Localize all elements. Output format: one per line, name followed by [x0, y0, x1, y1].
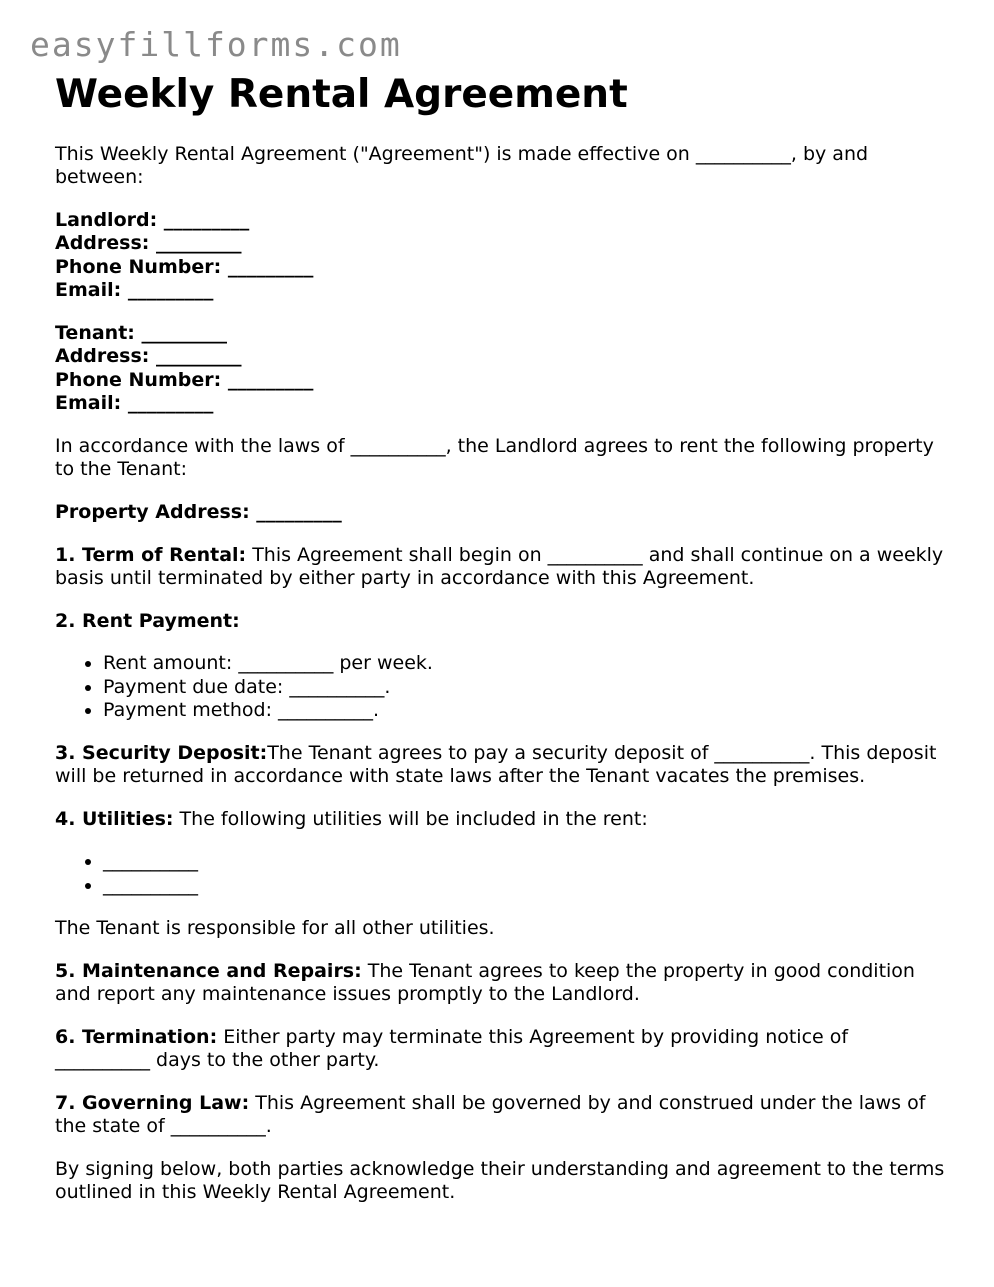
intro-paragraph: This Weekly Rental Agreement ("Agreement") is made effective on __________, by and between: [55, 143, 869, 188]
landlord-phone-field: Phone Number: _________ [55, 255, 314, 278]
list-item: • Payment method: __________. [103, 699, 945, 722]
document-page [55, 72, 945, 1204]
closing-paragraph: By signing below, both parties acknowledge their understanding and agreement to the terms outlined in this Weekly Rental Agreement. [55, 1157, 945, 1203]
rent-list [55, 652, 945, 722]
landlord-block [55, 209, 945, 302]
section-utilities [55, 808, 945, 831]
section-maintenance [55, 960, 945, 1006]
watermark: easyfillforms.com [30, 25, 402, 64]
section-term-heading: 1. Term of Rental: [55, 544, 247, 567]
section-term [55, 544, 945, 590]
section-term-text: This Agreement shall begin on __________ and shall continue on a weekly basis until terminated by either party in accordance with this Agreement. [55, 544, 944, 590]
section-termination-text: Either party may terminate this Agreement by providing notice of __________ days to the other party. [55, 1025, 849, 1071]
property-address-field: Property Address: _________ [55, 501, 342, 524]
landlord-address-field: Address: _________ [55, 232, 242, 255]
tenant-name-field: Tenant: _________ [55, 322, 227, 345]
utilities-note: The Tenant is responsible for all other utilities. [55, 916, 495, 939]
document-title: Weekly Rental Agreement [55, 72, 628, 117]
section-termination [55, 1026, 945, 1072]
tenant-phone-field: Phone Number: _________ [55, 368, 314, 391]
section-rent [55, 610, 945, 633]
section-law-text: This Agreement shall be governed by and construed under the laws of the state of __________. [55, 1091, 926, 1137]
list-item: • __________ [103, 850, 945, 873]
section-utilities-text: The following utilities will be included in the rent: [173, 808, 648, 831]
utilities-list [55, 850, 945, 897]
section-termination-heading: 6. Termination: [55, 1025, 218, 1048]
section-deposit-heading: 3. Security Deposit: [55, 742, 268, 765]
tenant-block [55, 322, 945, 415]
landlord-name-field: Landlord: _________ [55, 209, 250, 231]
section-deposit-text: The Tenant agrees to pay a security deposit of __________. This deposit will be returned in accordance with state laws after the Tenant vacates the premises. [55, 742, 937, 788]
section-deposit [55, 742, 945, 788]
section-utilities-heading: 4. Utilities: [55, 808, 174, 831]
section-maintenance-heading: 5. Maintenance and Repairs: [55, 959, 362, 982]
list-item: • Rent amount: __________ per week. [103, 652, 945, 675]
list-item: • Payment due date: __________. [103, 676, 945, 699]
section-rent-heading: 2. Rent Payment: [55, 610, 240, 633]
section-law-heading: 7. Governing Law: [55, 1091, 250, 1114]
tenant-address-field: Address: _________ [55, 345, 242, 368]
list-item: • __________ [103, 874, 945, 897]
section-law [55, 1092, 945, 1138]
tenant-email-field: Email: _________ [55, 392, 214, 415]
section-maintenance-text: The Tenant agrees to keep the property in good condition and report any maintenance issues promptly to the Landlord. [55, 959, 915, 1005]
landlord-email-field: Email: _________ [55, 278, 214, 301]
laws-paragraph: In accordance with the laws of __________, the Landlord agrees to rent the following property to the Tenant: [55, 435, 934, 481]
